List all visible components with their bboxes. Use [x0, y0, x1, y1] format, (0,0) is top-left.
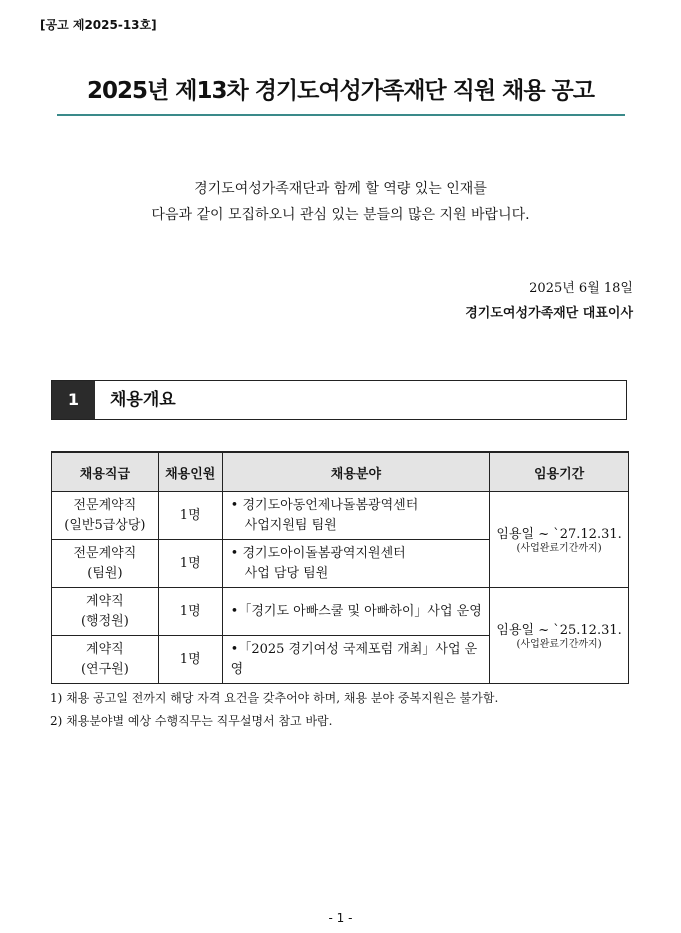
field-cell [222, 540, 489, 588]
field-cell [222, 588, 489, 636]
announcement-date: 2025년 6월 18일 [529, 281, 633, 296]
table-row [52, 492, 629, 540]
header-period: 임용기간 [490, 452, 629, 492]
grade-line-2: (행정원) [80, 613, 129, 629]
grade-line-2: (일반5급상당) [64, 517, 146, 533]
footnote-2: 2) 채용분야별 예상 수행직무는 직무설명서 참고 바람. [50, 714, 333, 728]
table-header-row [52, 452, 629, 492]
grade-line-1: 전문계약직 [73, 498, 137, 513]
issuer-name: 경기도여성가족재단 대표이사 [465, 306, 633, 321]
footnote-1: 1) 채용 공고일 전까지 해당 자격 요건을 갖추어야 하며, 채용 분야 중복지원은 불가함. [50, 691, 499, 705]
notice-number: [공고 제2025-13호] [40, 18, 157, 32]
field-line-1: •「경기도 아빠스쿨 및 아빠하이」사업 운영 [230, 603, 482, 619]
count-cell: 1명 [158, 492, 222, 540]
grade-cell [52, 540, 159, 588]
field-cell [222, 492, 489, 540]
title-underline [57, 114, 625, 116]
grade-line-2: (팀원) [87, 565, 123, 581]
grade-cell [52, 636, 159, 684]
section-number: 1 [52, 381, 95, 419]
period-main: 임용일 ~ `25.12.31. [496, 623, 622, 638]
grade-line-1: 계약직 [86, 642, 124, 657]
page-title: 2025년 제13차 경기도여성가족재단 직원 채용 공고 [87, 78, 594, 104]
grade-cell [52, 492, 159, 540]
grade-cell [52, 588, 159, 636]
header-count: 채용인원 [158, 452, 222, 492]
header-grade: 채용직급 [52, 452, 159, 492]
section-title: 채용개요 [110, 390, 176, 410]
intro-line-1: 경기도여성가족재단과 함께 할 역량 있는 인재를 [194, 181, 487, 197]
field-cell [222, 636, 489, 684]
period-cell [490, 492, 629, 588]
count-cell: 1명 [158, 636, 222, 684]
recruitment-table [51, 451, 629, 684]
table-row [52, 588, 629, 636]
period-main: 임용일 ~ `27.12.31. [496, 527, 622, 542]
section-header [51, 380, 627, 420]
grade-line-1: 계약직 [86, 594, 124, 609]
grade-line-2: (연구원) [80, 661, 129, 677]
field-line-1: • 경기도아동언제나돌봄광역센터 [230, 498, 419, 513]
period-sub: (사업완료기간까지) [516, 543, 602, 554]
period-sub: (사업완료기간까지) [516, 639, 602, 650]
count-cell: 1명 [158, 540, 222, 588]
field-line-1: • 경기도아이돌봄광역지원센터 [230, 546, 406, 561]
count-cell: 1명 [158, 588, 222, 636]
grade-line-1: 전문계약직 [73, 546, 137, 561]
intro-line-2: 다음과 같이 모집하오니 관심 있는 분들의 많은 지원 바랍니다. [151, 207, 530, 223]
period-cell [490, 588, 629, 684]
page-number: - 1 - [328, 911, 353, 925]
field-line-2: 사업지원팀 팀원 [244, 517, 337, 533]
header-field: 채용분야 [222, 452, 489, 492]
field-line-2: 사업 담당 팀원 [244, 565, 329, 581]
field-line-1: •「2025 경기여성 국제포럼 개최」사업 운영 [230, 642, 478, 677]
